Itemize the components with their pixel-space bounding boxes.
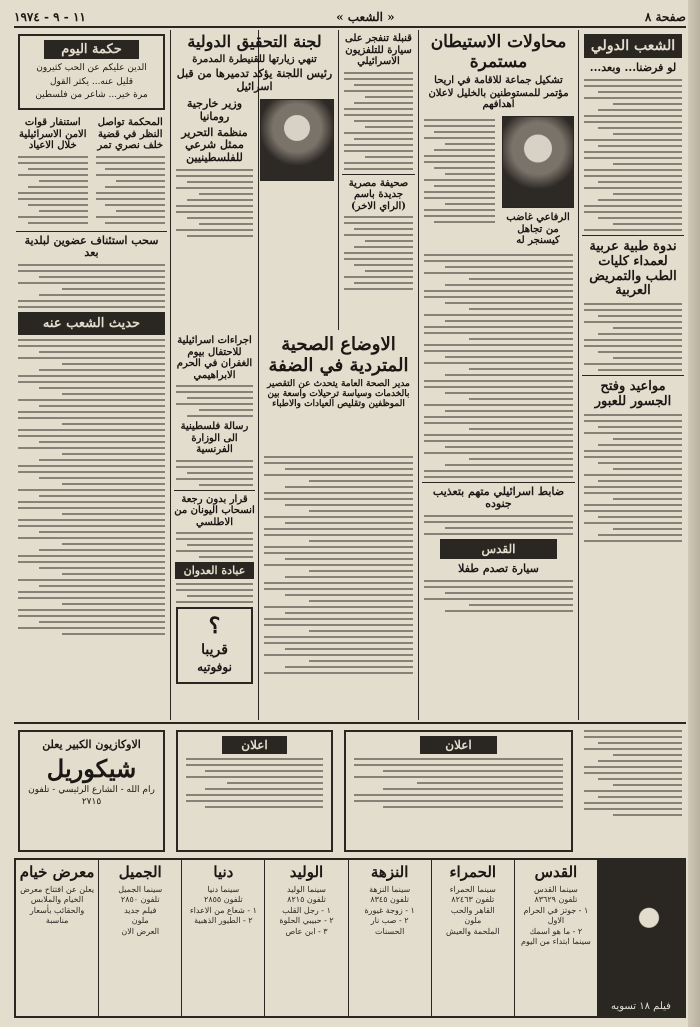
photo-caption: الرفاعي غاضب من تجاهل كيسنجر له bbox=[506, 212, 570, 247]
column-inquiry bbox=[172, 30, 337, 330]
officer-body bbox=[424, 515, 573, 535]
cinema-name: القدس bbox=[534, 863, 578, 881]
ad-line: ١ - جوتز في الحرام الاول bbox=[523, 905, 589, 926]
ad-line: سينما دنيا bbox=[207, 885, 240, 894]
notice-title: اعلان bbox=[222, 736, 287, 754]
column-settlement bbox=[420, 30, 577, 720]
cinema-ad bbox=[181, 860, 264, 1016]
plo-headline: منظمة التحرير ممثل شرعي للفلسطينيين bbox=[181, 125, 248, 164]
health-headline: الاوضاع الصحية المتردية في الضفة bbox=[268, 334, 409, 376]
minister-headline: وزير خارجية رومانيا bbox=[186, 97, 243, 124]
ad-line: سينما الجميل bbox=[118, 885, 163, 894]
wisdom-line: مرة خير... شاعر من فلسطين bbox=[35, 90, 148, 101]
notice-ad-2 bbox=[340, 726, 577, 854]
ad-line: تلفون ٨٣٤٥ bbox=[370, 895, 409, 905]
paper-name: « الشعب » bbox=[336, 10, 395, 24]
column-bomb bbox=[340, 30, 417, 330]
aggression-banner: عبادة العدوان bbox=[175, 562, 254, 579]
ad-line: ملون bbox=[131, 916, 149, 926]
ad-line: مناسبة bbox=[45, 916, 69, 926]
ad-line: ٢ - حبيبي الحلوة bbox=[279, 916, 334, 926]
cinema-name: دنيا bbox=[213, 863, 234, 881]
cinema-name: الجميل bbox=[118, 863, 162, 881]
appeal-headline: سحب استئناف عضوين لبلدية بعد bbox=[16, 231, 167, 260]
settlement-headline: محاولات الاستيطان مستمرة bbox=[430, 32, 567, 72]
greece-body bbox=[176, 532, 253, 558]
issue-date: ١١ - ٩ - ١٩٧٤ bbox=[14, 10, 86, 24]
ad-line: الحسنات bbox=[374, 926, 405, 936]
bridges-body bbox=[584, 414, 682, 542]
ad-line: ٢ - ما هو اسمك bbox=[529, 926, 583, 936]
ad-line: تلفون ٨٢١٥ bbox=[287, 895, 326, 905]
exhibition-name: معرض خيام bbox=[19, 863, 95, 881]
photo-ad bbox=[597, 860, 684, 1016]
wisdom-line: الدين عليكم عن الحب كثيرون bbox=[36, 63, 147, 73]
exhibition-ad bbox=[16, 860, 98, 1016]
notice-ad-1 bbox=[172, 726, 337, 854]
car-body bbox=[424, 580, 573, 612]
column-rule bbox=[578, 30, 579, 720]
inquiry-headline: لجنة التحقيق الدولية bbox=[187, 32, 322, 51]
notice-body bbox=[186, 758, 323, 808]
ad-line: ملون bbox=[464, 916, 482, 926]
cinema-ad bbox=[431, 860, 514, 1016]
letter-headline: رسالة فلسطينية الى الوزارة الفرنسية bbox=[180, 421, 249, 455]
settlement-sub1: تشكيل جماعة للاقامة في اريحا bbox=[434, 75, 563, 87]
ad-line: ١ - شعاع من الاعداء bbox=[189, 905, 257, 915]
ad-line: تلفون ٢٨٥٥ bbox=[204, 895, 243, 905]
column-left bbox=[14, 30, 169, 720]
settlement-sub2: مؤتمر للمستوطنين بالخليل لاعلان اهدافهم bbox=[428, 88, 569, 111]
shikoriel-address: رام الله - الشارع الرئيسي - تلفون ٢٧١٥ bbox=[28, 785, 155, 807]
new-paper-headline: صحيفة مصرية جديدة باسم (الراي الاخر) bbox=[342, 174, 415, 213]
security-body bbox=[18, 156, 88, 224]
column-rule bbox=[338, 30, 339, 330]
poster-caption: فيلم ١٨ تسويه bbox=[611, 1001, 671, 1012]
cinema-ads-strip bbox=[14, 858, 686, 1018]
aggression-body bbox=[176, 583, 253, 603]
quds-banner: القدس bbox=[440, 539, 557, 559]
medical-body bbox=[584, 303, 682, 371]
column-rule bbox=[418, 30, 419, 720]
schedule-block bbox=[580, 726, 686, 854]
ad-line: ٢ - صب نار bbox=[370, 916, 409, 926]
notice-title-2: اعلان bbox=[420, 736, 497, 754]
paper-logo: الشعب الدولي bbox=[584, 34, 682, 58]
soon-label: قريبا bbox=[201, 642, 228, 658]
cinema-ad bbox=[98, 860, 181, 1016]
ad-line: القاهر والحب bbox=[450, 905, 495, 915]
column-banner: حديث الشعب عنه bbox=[18, 312, 165, 335]
column-lower-mid bbox=[172, 332, 257, 720]
appeal-body bbox=[18, 264, 165, 308]
ad-line: يعلن عن افتتاح معرض bbox=[20, 885, 95, 894]
cinema-ad bbox=[348, 860, 431, 1016]
court-body bbox=[96, 156, 166, 224]
security-headline: استنفار قوات الامن الاسرائيلية خلال الاعياد bbox=[18, 117, 87, 152]
ad-line: سينما الحمراء bbox=[449, 885, 496, 894]
letter-body bbox=[176, 460, 253, 486]
poster-image bbox=[601, 863, 681, 1000]
question-mark: ؟ bbox=[208, 613, 221, 639]
sale-headline: الاوكازيون الكبير يعلن bbox=[42, 738, 141, 751]
shikoriel-logo: شيكوريل bbox=[46, 753, 137, 783]
wisdom-title: حكمة اليوم bbox=[44, 40, 139, 59]
ad-line: تلفون ٢٨٥٠ bbox=[120, 895, 160, 905]
ad-line: ١ - رجل القلب bbox=[282, 905, 331, 915]
health-body bbox=[260, 452, 417, 720]
editorial-body bbox=[18, 339, 165, 635]
minister-body bbox=[176, 169, 253, 237]
inquiry-sub2: رئيس اللجنة يؤكد تدميرها من قبل اسرائيل bbox=[176, 67, 333, 94]
ad-line: ٣ - ابن عاص bbox=[285, 926, 328, 936]
cinema-name: الوليد bbox=[289, 863, 324, 881]
ad-line: تلفون ٨٣٦٢٩ bbox=[534, 895, 578, 905]
settlement-body bbox=[424, 115, 495, 247]
prayer-headline: اجراءات اسرائيلية للاحتفال بيوم الغفران في الحرم الابراهيمي bbox=[176, 335, 253, 381]
inquiry-sub: تنهي زيارتها للقنيطرة المدمرة bbox=[192, 54, 317, 66]
health-story bbox=[260, 332, 417, 452]
portrait-photo bbox=[502, 116, 574, 208]
bomb-headline: قنبلة تنفجر على سيارة للتلفزيون الاسرائيلي bbox=[345, 33, 412, 67]
page-number: صفحة ٨ bbox=[644, 10, 686, 24]
ad-line: الملحمة والعيش bbox=[446, 926, 500, 936]
cinema-name: الحمراء bbox=[449, 863, 497, 881]
car-headline: سيارة تصدم طفلا bbox=[458, 561, 539, 575]
bridges-headline: مواعيد وفتح الجسور للعبور bbox=[582, 375, 684, 410]
cinema-ad bbox=[514, 860, 597, 1016]
page-edge bbox=[688, 0, 700, 1027]
shikoriel-ad bbox=[14, 726, 169, 854]
wisdom-line: قليل عنه... يكثر القول bbox=[49, 76, 134, 87]
row-rule bbox=[14, 722, 686, 724]
greece-headline: قرار بدون رجعة انسحاب اليونان من الاطلسي bbox=[174, 490, 255, 529]
ad-line: ٢ - الطيور الذهبية bbox=[194, 916, 253, 926]
ad-line: سينما الوليد bbox=[287, 885, 326, 894]
ad-line: سينما النزهة bbox=[369, 885, 411, 894]
minister-photo bbox=[260, 99, 334, 181]
column-right bbox=[580, 30, 686, 720]
ad-line: العرض الان bbox=[121, 926, 160, 936]
ad-line: ١ - زوجة غيورة bbox=[364, 905, 415, 915]
column-rule bbox=[170, 30, 171, 720]
masthead bbox=[14, 8, 686, 28]
officer-headline: ضابط اسرائيلي متهم بتعذيب جنوده bbox=[422, 482, 575, 511]
brief-body bbox=[584, 79, 682, 231]
ad-line: فيلم جديد bbox=[124, 905, 157, 915]
court-headline: المحكمة تواصل النظر في قضية خلف نصري تمر bbox=[97, 117, 164, 152]
ad-line: الخيام والملابس bbox=[30, 895, 84, 905]
wisdom-box bbox=[18, 34, 165, 110]
ad-line: والحقائب بأسعار bbox=[29, 905, 85, 915]
health-sub: مدير الصحة العامة يتحدث عن التقصير بالخدمات وسياسة ترحيلات واسعة بين الموظفين وتقليص العيادات والاطباء bbox=[267, 379, 410, 410]
new-paper-body bbox=[344, 216, 413, 290]
ad-line: تلفون ٨٢٤٦٣ bbox=[451, 895, 495, 905]
cinema-ad bbox=[264, 860, 347, 1016]
notice-body-2 bbox=[354, 758, 563, 808]
medical-headline: ندوة طبية عربية لعمداء كليات الطب والتمريض العربية bbox=[582, 235, 684, 300]
cinema-name: النزهة bbox=[370, 863, 409, 881]
bomb-body bbox=[344, 72, 413, 170]
novotel-label: نوفوتيه bbox=[197, 660, 232, 675]
settlement-body-2 bbox=[424, 254, 573, 478]
prayer-body bbox=[176, 385, 253, 417]
ad-line: سينما القدس bbox=[534, 885, 578, 894]
ad-line: سينما ابتداء من اليوم bbox=[521, 936, 591, 946]
brief-headline: لو فرضنا... وبعد... bbox=[589, 61, 677, 74]
coming-soon-ad bbox=[176, 607, 253, 684]
